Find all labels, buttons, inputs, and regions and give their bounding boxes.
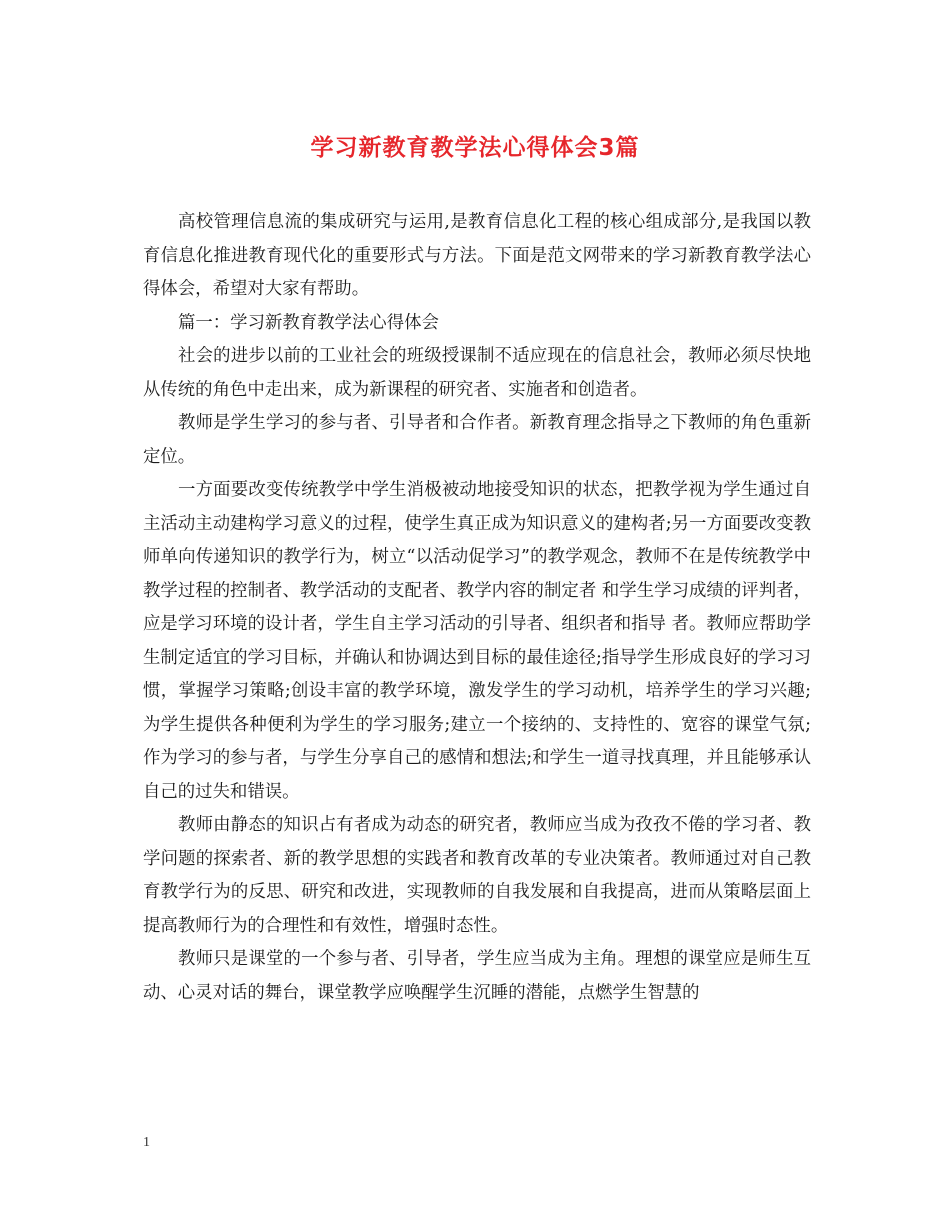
document-body [143,206,811,1010]
paragraph: 教师只是课堂的一个参与者、引导者，学生应当成为主角。理想的课堂应是师生互动、心灵对话的舞台，课堂教学应唤醒学生沉睡的潜能，点燃学生智慧的 [143,949,811,1003]
paragraph: 教师由静态的知识占有者成为动态的研究者，教师应当成为孜孜不倦的学习者、教学问题的探索者、新的教学思想的实践者和教育改革的专业决策者。教师通过对自己教育教学行为的反思、研究和改进，实现教师的自我发展和自我提高，进而从策略层面上提高教师行为的合理性和有效性，增强时态性。 [143,815,811,936]
document-title: 学习新教育教学法心得体会3篇 [310,135,640,161]
paragraph: 教师是学生学习的参与者、引导者和合作者。新教育理念指导之下教师的角色重新定位。 [143,413,811,467]
paragraph: 一方面要改变传统教学中学生消极被动地接受知识的状态，把教学视为学生通过自主活动主动建构学习意义的过程，使学生真正成为知识意义的建构者;另一方面要改变教师单向传递知识的教学行为，树立“以活动促学习”的教学观念，教师不在是传统教学中教学过程的控制者、教学活动的支配者、教学内容的制定者 和学生学习成绩的评判者，应是学习环境的设计者，学生自主学习活动的引导者、组织者和指导 者。教师应帮助学生制定适宜的学习目标，并确认和协调达到目标的最佳途径;指导学生形成良好的学习习惯，掌握学习策略;创设丰富的教学环境，激发学生的学习动机，培养学生的学习兴趣;为学生提供各种便利为学生的学习服务;建立一个接纳的、支持性的、宽容的课堂气氛;作为学习的参与者，与学生分享自己的感情和想法;和学生一道寻找真理，并且能够承认自己的过失和错误。 [143,480,811,802]
paragraph: 社会的进步以前的工业社会的班级授课制不适应现在的信息社会，教师必须尽快地从传统的角色中走出来，成为新课程的研究者、实施者和创造者。 [143,346,811,400]
page-number: 1 [143,1135,150,1150]
paragraph: 高校管理信息流的集成研究与运用,是教育信息化工程的核心组成部分,是我国以教育信息化推进教育现代化的重要形式与方法。下面是范文网带来的学习新教育教学法心得体会，希望对大家有帮助。 [143,212,811,299]
section-heading: 篇一：学习新教育教学法心得体会 [178,312,439,333]
